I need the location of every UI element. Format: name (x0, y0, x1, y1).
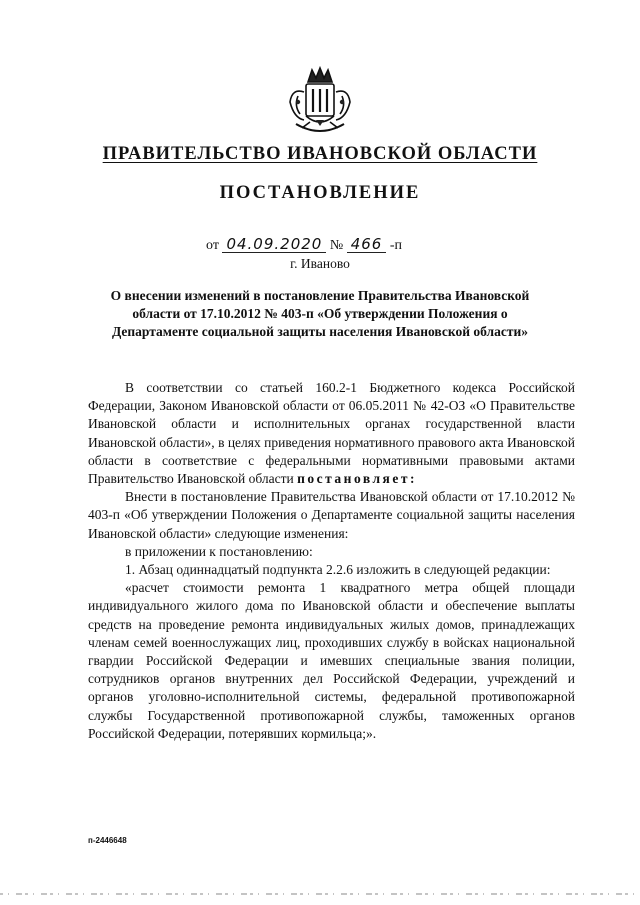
government-title: ПРАВИТЕЛЬСТВО ИВАНОВСКОЙ ОБЛАСТИ (102, 144, 538, 164)
document-date: 04.09.2020 (222, 236, 326, 253)
coat-of-arms-emblem (286, 62, 354, 138)
decree-word: постановляет: (297, 471, 417, 487)
preamble-paragraph (88, 379, 575, 488)
document-code: п-2446648 (88, 836, 127, 845)
document-subject: О внесении изменений в постановление Правительства Ивановской области от 17.10.2012 № 403-п «Об утверждении Положения о Департаменте социальной защиты населения Ивановской области» (110, 288, 530, 339)
body-paragraph-1: Внести в постановление Правительства Ивановской области от 17.10.2012 № 403-п «Об утверждении Положения о Департаменте социальной защиты населения Ивановской области» следующие изменения: (88, 489, 575, 541)
date-prefix: от (206, 238, 219, 253)
document-body (88, 379, 575, 743)
document-type-heading: ПОСТАНОВЛЕНИЕ (219, 183, 421, 203)
city-line: г. Иваново (290, 256, 350, 271)
preamble-text: В соответствии со статьей 160.2-1 Бюджетного кодекса Российской Федерации, Законом Ивановской области от 06.05.2011 № 42-ОЗ «О Правительстве Ивановской области и исполнительных органах государственной власти Ивановской области», в целях приведения нормативного правового акта Ивановской области в соответствие с федеральными нормативными правовыми актами Правительство Ивановской области (88, 380, 575, 487)
body-paragraph-2: в приложении к постановлению: (125, 543, 313, 559)
document-number: 466 (347, 236, 387, 253)
scan-artifact-line (0, 892, 640, 896)
number-prefix: № (329, 238, 344, 253)
body-paragraph-3: 1. Абзац одиннадцатый подпункта 2.2.6 изложить в следующей редакции: (125, 562, 551, 578)
number-suffix: -п (389, 238, 402, 253)
date-number-line (206, 236, 402, 254)
body-paragraph-4: «расчет стоимости ремонта 1 квадратного метра общей площади индивидуального жилого дома по Ивановской области и обеспечение выплаты средств на проведение ремонта индивидуальных жилых домов, принадлежащих членам семей военнослужащих лиц, проходивших службу в войсках национальной гвардии Российской Федерации и имевших специальные звания полиции, сотрудников органов внутренних дел Российской Федерации, учреждений и органов уголовно-исполнительной системы, федеральной противопожарной службы Государственной противопожарной службы, таможенных органов Российской Федерации, потерявших кормильца;». (88, 580, 575, 741)
